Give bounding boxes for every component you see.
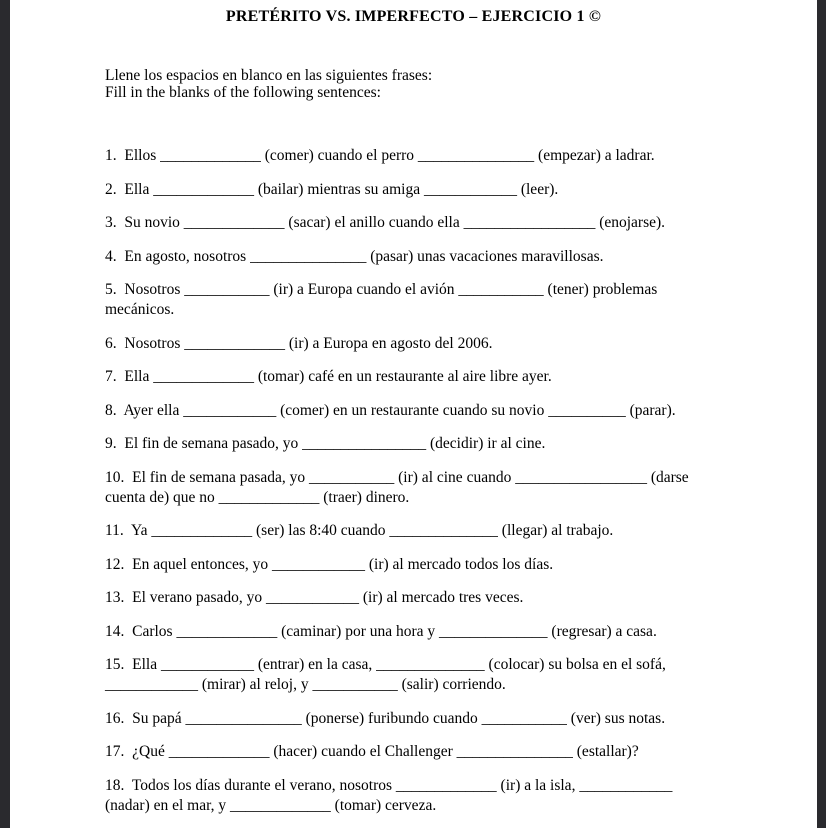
exercise-item	[105, 655, 797, 695]
exercise-line: 7. Ella _____________ (tomar) café en un restaurante al aire libre ayer.	[105, 368, 552, 385]
exercise-list	[105, 146, 797, 816]
exercise-item	[105, 622, 797, 642]
exercise-item	[105, 709, 797, 729]
exercise-line: 9. El fin de semana pasado, yo ________________ (decidir) ir al cine.	[105, 435, 546, 452]
exercise-line: 17. ¿Qué _____________ (hacer) cuando el Challenger _______________ (estallar)?	[105, 743, 639, 760]
exercise-line: 12. En aquel entonces, yo ____________ (ir) al mercado todos los días.	[105, 555, 554, 573]
exercise-line: mecánicos.	[105, 301, 175, 318]
worksheet-title: PRETÉRITO VS. IMPERFECTO – EJERCICIO 1 ©	[225, 8, 602, 25]
exercise-line: 11. Ya _____________ (ser) las 8:40 cuando ______________ (llegar) al trabajo.	[105, 522, 614, 539]
exercise-item	[105, 468, 797, 508]
exercise-item	[105, 588, 797, 608]
worksheet-page	[10, 0, 817, 828]
exercise-item	[105, 555, 797, 575]
exercise-line: 15. Ella ____________ (entrar) en la casa, ______________ (colocar) su bolsa en el sofá,	[105, 656, 666, 673]
exercise-line: (nadar) en el mar, y _____________ (tomar) cerveza.	[105, 796, 437, 814]
exercise-line: 18. Todos los días durante el verano, nosotros _____________ (ir) a la isla, ____________	[105, 776, 673, 794]
instructions-spanish: Llene los espacios en blanco en las siguientes frases:	[105, 67, 433, 84]
exercise-line: 5. Nosotros ___________ (ir) a Europa cuando el avión ___________ (tener) problemas	[105, 281, 658, 298]
exercise-line: 8. Ayer ella ____________ (comer) en un restaurante cuando su novio __________ (parar).	[105, 401, 676, 419]
exercise-item	[105, 521, 797, 541]
exercise-item	[105, 280, 797, 320]
exercise-item	[105, 146, 797, 166]
viewer-gutter-left	[0, 0, 10, 828]
instructions-english: Fill in the blanks of the following sentences:	[105, 84, 381, 101]
exercise-line: 1. Ellos _____________ (comer) cuando el perro _______________ (empezar) a ladrar.	[105, 147, 655, 164]
exercise-item	[105, 776, 797, 816]
exercise-item	[105, 367, 797, 387]
exercise-item	[105, 180, 797, 200]
exercise-item	[105, 247, 797, 267]
exercise-item	[105, 742, 797, 762]
worksheet-content	[10, 67, 817, 816]
exercise-item	[105, 334, 797, 354]
exercise-line: cuenta de) que no _____________ (traer) dinero.	[105, 488, 410, 506]
instructions	[105, 67, 797, 101]
exercise-line: 3. Su novio _____________ (sacar) el anillo cuando ella _________________ (enojarse).	[105, 214, 666, 231]
exercise-item	[105, 434, 797, 454]
exercise-item	[105, 401, 797, 421]
exercise-line: 2. Ella _____________ (bailar) mientras su amiga ____________ (leer).	[105, 180, 559, 198]
exercise-item	[105, 213, 797, 233]
exercise-line: 4. En agosto, nosotros _______________ (pasar) unas vacaciones maravillosas.	[105, 247, 604, 265]
exercise-line: 6. Nosotros _____________ (ir) a Europa en agosto del 2006.	[105, 334, 493, 352]
exercise-line: ____________ (mirar) al reloj, y ___________ (salir) corriendo.	[105, 676, 506, 693]
exercise-line: 10. El fin de semana pasada, yo ___________ (ir) al cine cuando _________________ (darse	[105, 468, 689, 486]
exercise-line: 13. El verano pasado, yo ____________ (ir) al mercado tres veces.	[105, 589, 524, 606]
exercise-line: 14. Carlos _____________ (caminar) por una hora y ______________ (regresar) a casa.	[105, 622, 657, 640]
exercise-line: 16. Su papá _______________ (ponerse) furibundo cuando ___________ (ver) sus notas.	[105, 709, 666, 727]
viewer-gutter-right	[817, 0, 826, 828]
